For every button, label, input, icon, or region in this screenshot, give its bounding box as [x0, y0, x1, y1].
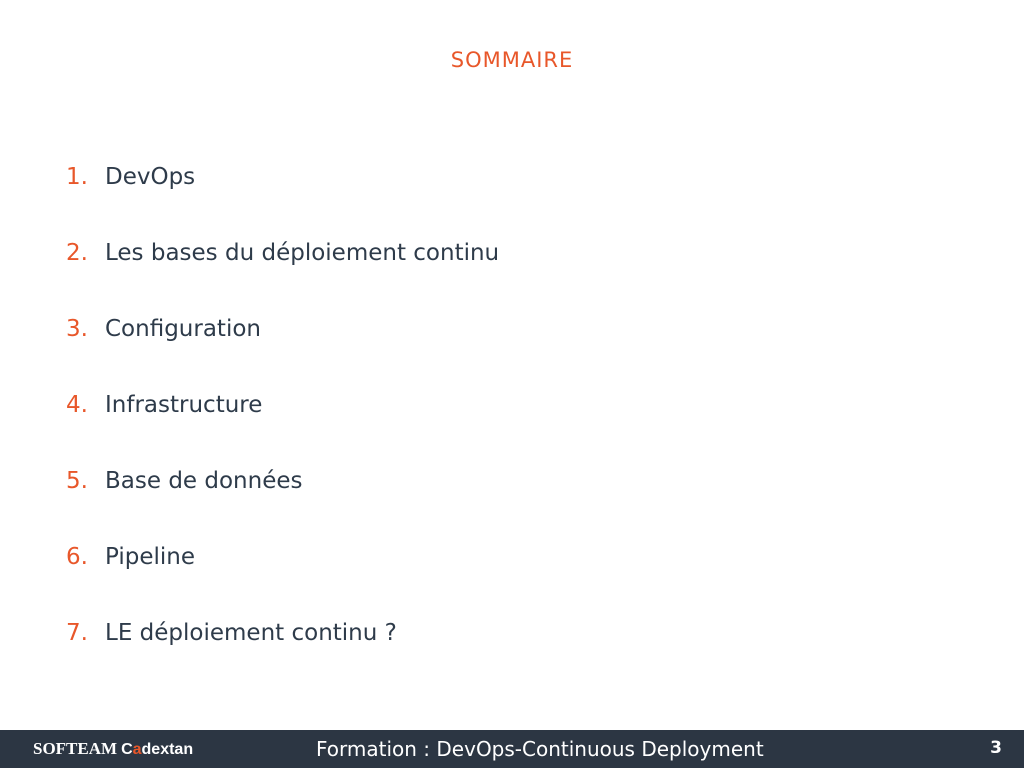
toc-item-number: 6.: [66, 544, 88, 570]
toc-item-label: LE déploiement continu ?: [105, 620, 397, 646]
logo-sub-text: Cadextan: [121, 741, 194, 758]
toc-item-number: 4.: [66, 392, 88, 418]
toc-item-number: 5.: [66, 468, 88, 494]
toc-item-label: Base de données: [105, 468, 303, 494]
toc-item-label: Les bases du déploiement continu: [105, 240, 500, 266]
toc-item: [66, 464, 499, 540]
toc-item-number: 1.: [66, 164, 88, 190]
toc-item-number: 7.: [66, 620, 88, 646]
table-of-contents: [66, 160, 499, 692]
company-logo: [33, 739, 193, 759]
footer-bar: [0, 730, 1024, 768]
toc-item-number: 2.: [66, 240, 88, 266]
toc-item-label: DevOps: [105, 164, 196, 190]
page-number: 3: [990, 738, 1002, 758]
toc-item-number: 3.: [66, 316, 88, 342]
toc-item: [66, 236, 499, 312]
footer-title: Formation : DevOps-Continuous Deployment: [316, 737, 764, 761]
toc-item-label: Infrastructure: [105, 392, 263, 418]
toc-item: [66, 160, 499, 236]
toc-item: [66, 540, 499, 616]
toc-item-label: Pipeline: [105, 544, 196, 570]
slide-title: SOMMAIRE: [450, 48, 574, 72]
toc-item: [66, 312, 499, 388]
logo-main-text: SOFTEAM: [33, 739, 118, 758]
toc-item: [66, 616, 499, 692]
toc-item-label: Configuration: [105, 316, 261, 342]
toc-item: [66, 388, 499, 464]
